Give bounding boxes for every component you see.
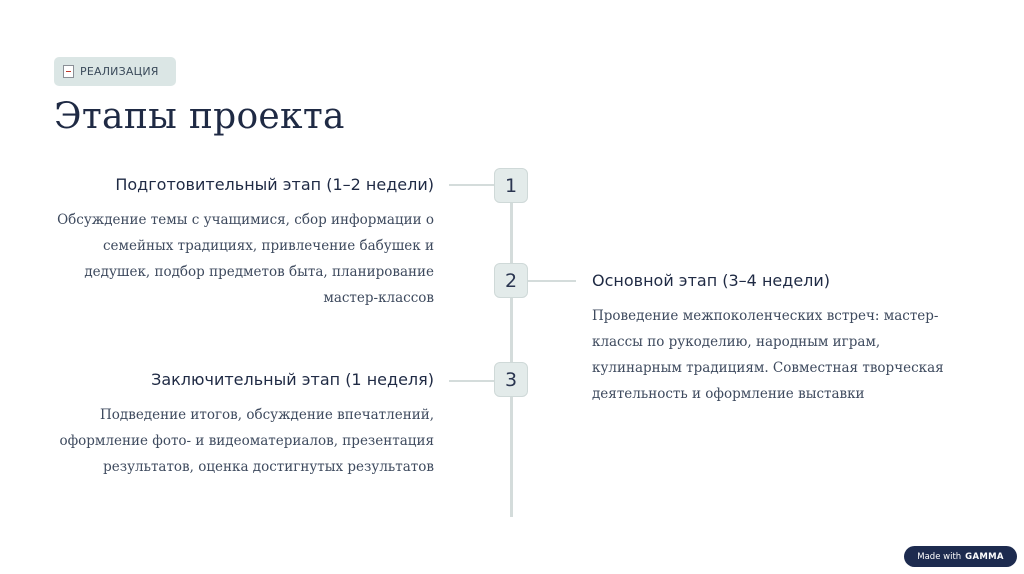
section-badge	[54, 57, 176, 86]
gamma-logo: GAMMA	[965, 551, 1004, 562]
made-with-label: Made with	[917, 551, 962, 562]
stage-2-description: Проведение межпоколенческих встреч: мастер-классы по рукоделию, народным играм, кулинарным традициям. Совместная творческая деятельность и оформление выставки	[592, 308, 944, 402]
stage-3-title: Заключительный этап (1 неделя)	[151, 370, 434, 389]
stage-1-description: Обсуждение темы с учащимися, сбор информации о семейных традициях, привлечение бабушек и дедушек, подбор предметов быта, планирование мастер-классов	[57, 212, 434, 306]
stage-2-connector	[528, 280, 576, 282]
stage-3-description: Подведение итогов, обсуждение впечатлений, оформление фото- и видеоматериалов, презентация результатов, оценка достигнутых результатов	[59, 407, 434, 475]
stage-3-number: 3	[494, 362, 528, 397]
timeline-axis	[510, 184, 513, 517]
stage-2-title: Основной этап (3–4 недели)	[592, 271, 831, 290]
stage-2-number: 2	[494, 263, 528, 298]
stage-3-connector	[449, 380, 497, 382]
document-icon	[63, 65, 74, 78]
stage-1-title: Подготовительный этап (1–2 недели)	[115, 175, 434, 194]
stage-1-connector	[449, 184, 497, 186]
page-title: Этапы проекта	[54, 96, 345, 137]
made-with-gamma-badge[interactable]	[904, 546, 1017, 567]
section-badge-label: РЕАЛИЗАЦИЯ	[80, 65, 159, 78]
stage-1-number: 1	[494, 168, 528, 203]
